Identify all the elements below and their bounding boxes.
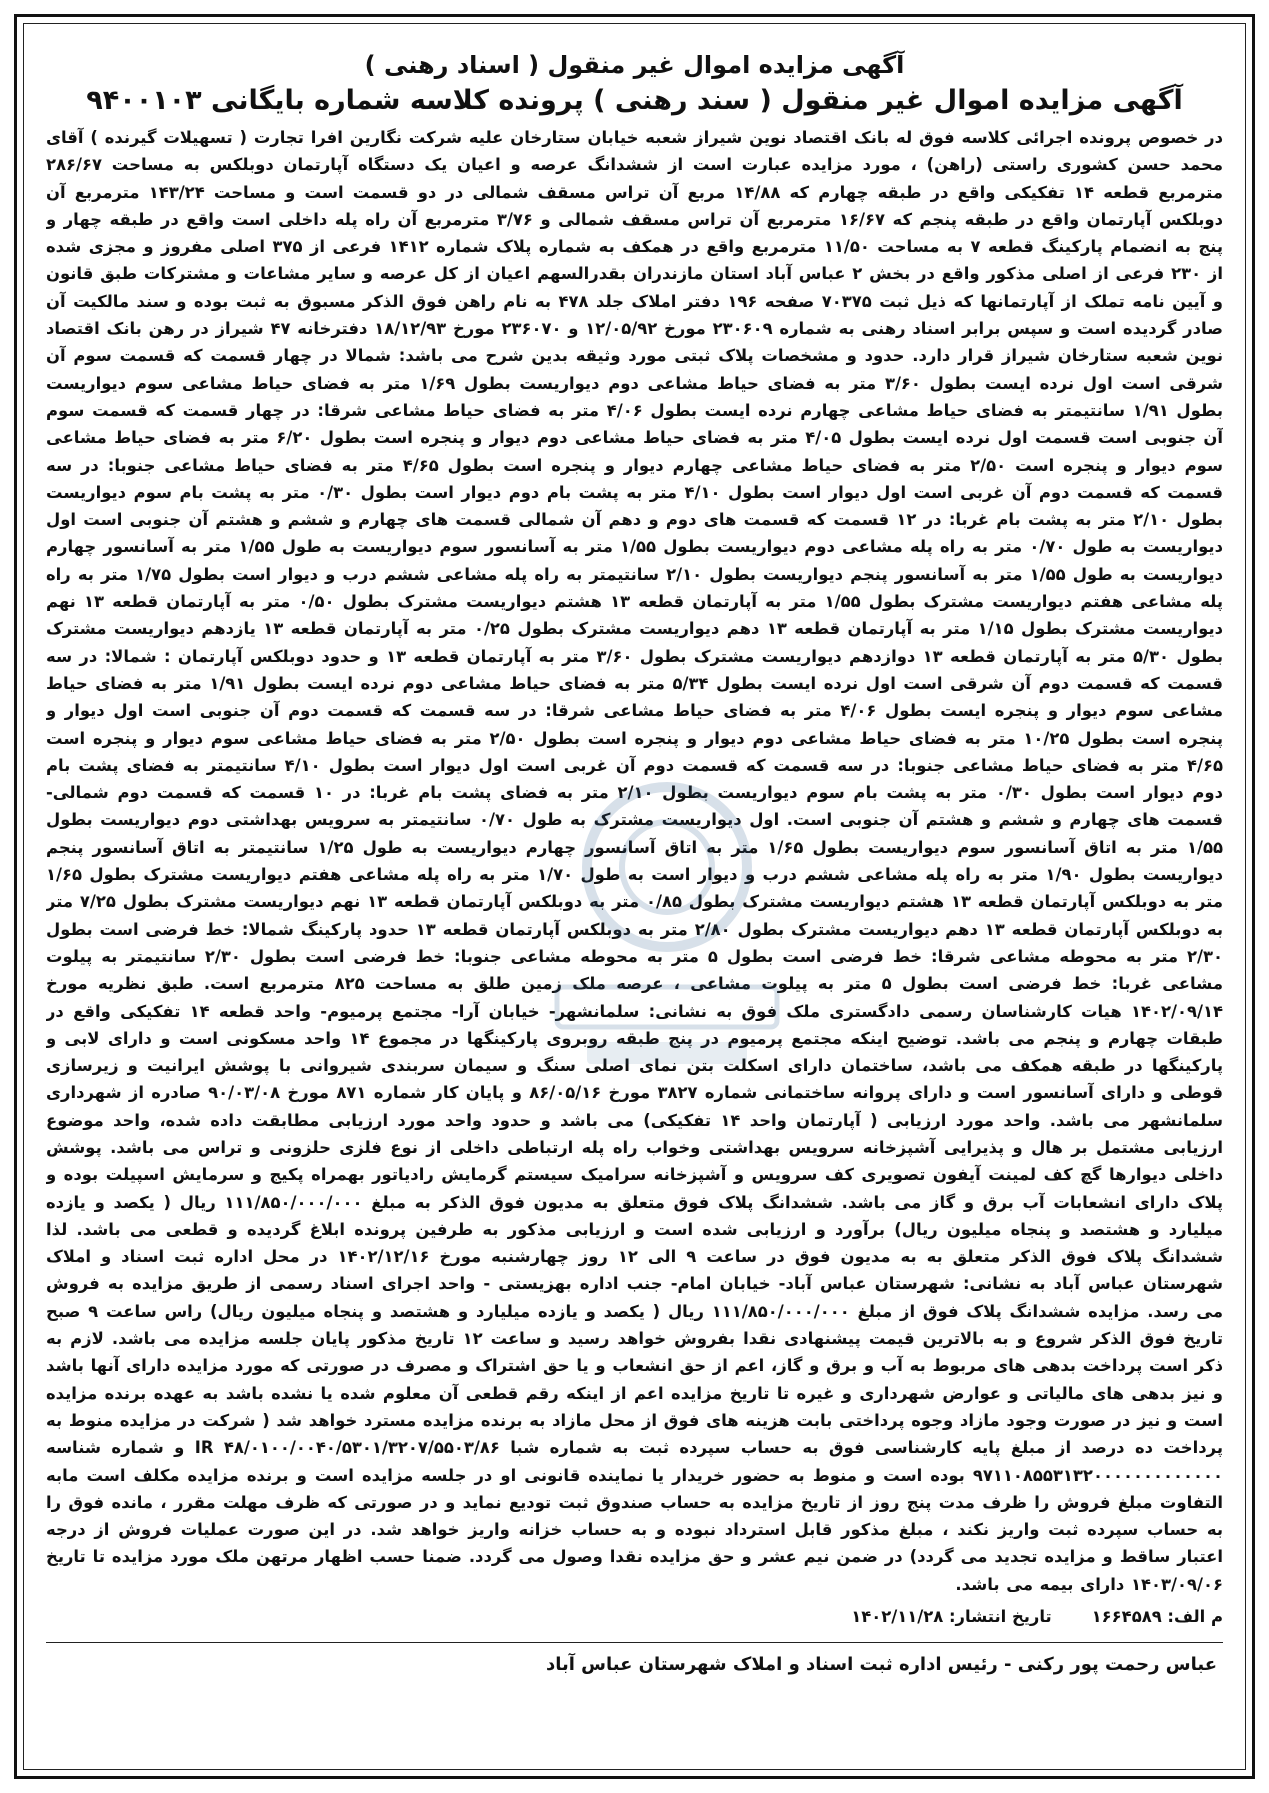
notice-body: در خصوص پرونده اجرائی کلاسه فوق له بانک اقتصاد نوین شیراز شعبه خیابان ستارخان علیه شرکت نگارین افرا تجارت ( تسهیلات گیرنده ) آقای محمد حسن کشوری راستی (راهن) ، مورد مزایده عبارت است از ششدانگ عرصه و اعیان یک دستگاه آپارتمان دوبلکس به مساحت ۲۸۶/۶۷ مترمربع قطعه ۱۴ تفکیکی واقع در طبقه چهارم که ۱۴/۸۸ مربع آن تراس مسقف شمالی در دو قسمت است و مساحت ۱۴۳/۲۴ مترمربع آن دوبلکس آپارتمان واقع در طبقه پنجم که ۱۶/۶۷ مترمربع آن تراس مسقف شمالی و ۳/۷۶ مترمربع آن راه پله داخلی است واقع در طبقه چهار و پنج به انضمام پارکینگ قطعه ۷ به مساحت ۱۱/۵۰ مترمربع واقع در همکف به شماره پلاک شماره ۱۴۱۲ فرعی از ۳۷۵ اصلی مفروز و مجزی شده از ۲۳۰ فرعی از اصلی مذکور واقع در بخش ۲ عباس آباد استان مازندران بقدرالسهم اعیان از کل عرصه و سایر مشاعات و مشترکات طبق قانون و آیین نامه تملک از آپارتمانها که ذیل ثبت ۷۰۳۷۵ صفحه ۱۹۶ دفتر املاک جلد ۴۷۸ به نام راهن فوق الذکر مسبوق به ثبت بوده و سند مالکیت آن صادر گردیده است و سپس برابر اسناد رهنی به شماره ۲۳۰۶۰۹ مورخ ۱۲/۰۵/۹۲ و ۲۳۶۰۷۰ مورخ ۱۸/۱۲/۹۳ دفترخانه ۴۷ شیراز در رهن بانک اقتصاد نوین شعبه ستارخان شیراز قرار دارد. حدود و مشخصات پلاک ثبتی مورد وثیقه بدین شرح می باشد: شمالا در چهار قسمت که قسمت سوم آن شرقی است اول نرده ایست بطول ۳/۶۰ متر به فضای حیاط مشاعی دوم دیواریست بطول ۱/۶۹ متر به فضای حیاط مشاعی سوم دیواریست بطول ۱/۹۱ سانتیمتر به فضای حیاط مشاعی چهارم نرده ایست بطول ۴/۰۶ متر به فضای حیاط مشاعی شرقا: در چهار قسمت که قسمت سوم آن جنوبی است قسمت اول نرده ایست بطول ۴/۰۵ متر به فضای حیاط مشاعی دوم دیوار و پنجره است بطول ۶/۲۰ متر به فضای حیاط مشاعی سوم دیوار و پنجره است ۲/۵۰ متر به فضای حیاط مشاعی چهارم دیوار و پنجره است بطول ۴/۶۵ متر به فضای حیاط مشاعی جنوبا: در سه قسمت که قسمت دوم آن غربی است اول دیوار است بطول ۴/۱۰ متر به پشت بام دوم دیوار است بطول ۰/۳۰ متر به پشت بام سوم دیواریست بطول ۲/۱۰ متر به پشت بام غربا: در ۱۲ قسمت که قسمت های دوم و دهم آن شمالی قسمت های چهارم و ششم و هشتم آن جنوبی است اول دیواریست به طول ۰/۷۰ متر به راه پله مشاعی دوم دیواریست بطول ۱/۵۵ متر به آسانسور سوم دیواریست به طول ۱/۵۵ متر به آسانسور چهارم دیواریست به طول ۱/۵۵ متر به آسانسور پنجم دیواریست بطول ۲/۱۰ سانتیمتر به راه پله مشاعی ششم درب و دیوار است بطول ۱/۷۵ متر به راه پله مشاعی هفتم دیواریست مشترک بطول ۱/۵۵ متر به آپارتمان قطعه ۱۳ هشتم دیواریست مشترک بطول ۰/۵۰ متر به آپارتمان قطعه ۱۳ نهم دیواریست مشترک بطول ۱/۱۵ متر به آپارتمان قطعه ۱۳ دهم دیواریست مشترک بطول ۰/۲۵ متر به آپارتمان قطعه ۱۳ یازدهم دیواریست مشترک بطول ۵/۳۰ متر به آپارتمان قطعه ۱۳ دوازدهم دیواریست مشترک بطول ۳/۶۰ متر به آپارتمان قطعه ۱۳ و حدود دوبلکس آپارتمان : شمالا: در سه قسمت که قسمت دوم آن شرقی است اول نرده ایست بطول ۵/۳۴ متر به فضای حیاط مشاعی دوم نرده ایست بطول ۱/۹۱ متر به فضای حیاط مشاعی سوم دیوار و پنجره ایست بطول ۴/۰۶ متر به فضای حیاط مشاعی شرقا: در سه قسمت که قسمت دوم آن جنوبی است اول دیوار و پنجره است بطول ۱۰/۲۵ متر به فضای حیاط مشاعی دوم دیوار و پنجره است بطول ۲/۵۰ متر به فضای حیاط مشاعی سوم دیوار و پنجره است ۴/۶۵ متر به فضای حیاط مشاعی جنوبا: در سه قسمت که قسمت دوم آن غربی است اول دیوار است بطول ۴/۱۰ سانتیمتر به فضای پشت بام دوم دیوار است بطول ۰/۳۰ متر به پشت بام سوم دیواریست بطول ۲/۱۰ متر به فضای پشت بام غربا: در ۱۰ قسمت که قسمت دوم شمالی- قسمت های چهارم و ششم و هشتم آن جنوبی است. اول دیواریست مشترک به طول ۰/۷۰ سانتیمتر به سرویس بهداشتی دوم دیواریست بطول ۱/۵۵ متر به اتاق آسانسور سوم دیواریست بطول ۱/۶۵ متر به اتاق آسانسور چهارم دیواریست به طول ۱/۲۵ سانتیمتر به اتاق آسانسور پنجم دیواریست بطول ۱/۹۰ متر به راه پله مشاعی ششم درب و دیوار است به طول ۱/۷۰ متر به راه پله مشاعی هفتم دیواریست مشترک بطول ۱/۶۵ متر به دوبلکس آپارتمان قطعه ۱۳ هشتم دیواریست مشترک بطول ۰/۸۵ متر به دوبلکس آپارتمان قطعه ۱۳ نهم دیواریست مشترک بطول ۷/۲۵ متر به دوبلکس آپارتمان قطعه ۱۳ دهم دیواریست مشترک بطول ۲/۸۰ متر به دوبلکس آپارتمان قطعه ۱۳ حدود پارکینگ شمالا: خط فرضی است بطول ۲/۳۰ متر به محوطه مشاعی شرقا: خط فرضی است بطول ۵ متر به محوطه مشاعی جنوبا: خط فرضی است بطول ۲/۳۰ سانتیمتر به پیلوت مشاعی غربا: خط فرضی است بطول ۵ متر به پیلوت مشاعی ، عرصه ملک زمین طلق به مساحت ۸۲۵ مترمربع است. طبق نظریه مورخ ۱۴۰۲/۰۹/۱۴ هیات کارشناسان رسمی دادگستری ملک فوق به نشانی: سلمانشهر- خیابان آرا- مجتمع پرمیوم- واحد قطعه ۱۴ تفکیکی واقع در طبقات چهارم و پنجم می باشد. توضیح اینکه مجتمع پرمیوم در پنج طبقه روبروی پارکینگها در مجموع ۱۴ واحد مسکونی است و دارای لابی و پارکینگها در طبقه همکف می باشد، ساختمان دارای اسکلت بتن نمای اصلی سنگ و سیمان سربندی شیروانی با پوشش ایرانیت و زیرسازی قوطی و دارای آسانسور است و دارای پروانه ساختمانی شماره ۳۸۲۷ مورخ ۸۶/۰۵/۱۶ و پایان کار شماره ۸۷۱ مورخ ۹۰/۰۳/۰۸ صادره از شهرداری سلمانشهر می باشد. واحد مورد ارزیابی ( آپارتمان واحد ۱۴ تفکیکی) می باشد و حدود واحد مورد ارزیابی مطابقت داده شده، واحد موضوع ارزیابی مشتمل بر هال و پذیرایی آشپزخانه سرویس بهداشتی وخواب راه پله ارتباطی داخلی از نوع فلزی حلزونی و تراس می باشد. پوشش داخلی دیوارها گچ کف لمینت آیفون تصویری کف سرویس و آشپزخانه سرامیک سیستم گرمایش رادیاتور بهمراه پکیج و سرمایش اسپیلت بوده و پلاک دارای انشعابات آب برق و گاز می باشد. ششدانگ پلاک فوق متعلق به مدیون فوق الذکر به مبلغ ۱۱۱/۸۵۰/۰۰۰/۰۰۰ ریال ( یکصد و یازده میلیارد و هشتصد و پنجاه میلیون ریال) برآورد و ارزیابی شده است و ارزیابی مذکور به طرفین پرونده ابلاغ گردیده و قطعی می باشد. لذا ششدانگ پلاک فوق الذکر متعلق به به مدیون فوق در ساعت ۹ الی ۱۲ روز چهارشنبه مورخ ۱۴۰۲/۱۲/۱۶ در محل اداره ثبت اسناد و املاک شهرستان عباس آباد به نشانی: شهرستان عباس آباد- خیابان امام- جنب اداره بهزیستی - واحد اجرای اسناد رسمی از طریق مزایده به فروش می رسد. مزایده ششدانگ پلاک فوق از مبلغ ۱۱۱/۸۵۰/۰۰۰/۰۰۰ ریال ( یکصد و یازده میلیارد و هشتصد و پنجاه میلیون ریال) راس ساعت ۹ صبح تاریخ فوق الذکر شروع و به بالاترین قیمت پیشنهادی نقدا بفروش خواهد رسید و ساعت ۱۲ تاریخ مذکور پایان جلسه مزایده می باشد. لازم به ذکر است پرداخت بدهی های مربوط به آب و برق و گاز، اعم از حق انشعاب و یا حق اشتراک و مصرف در صورتی که مورد مزایده دارای آنها باشد و نیز بدهی های مالیاتی و عوارض شهرداری و غیره تا تاریخ مزایده اعم از اینکه رقم قطعی آن معلوم شده یا نشده باشد به عهده برنده مزایده است و نیز در صورت وجود مازاد وجوه پرداختی بابت هزینه های فوق از محل مازاد به برنده مزایده مسترد خواهد شد ( شرکت در مزایده منوط به پرداخت ده درصد از مبلغ پایه کارشناسی فوق به حساب سپرده ثبت به شماره شبا IR ۴۸/۰۱۰۰/۰۰۴۰/۵۳۰۱/۳۲۰۷/۵۵۰۳/۸۶ و شماره شناسه ۹۷۱۱۰۸۵۵۳۱۳۲۰۰۰۰۰۰۰۰۰۰۰۰۰ بوده است و منوط به حضور خریدار یا نماینده قانونی او در جلسه مزایده است و برنده مزایده مکلف است مابه التفاوت مبلغ فروش را ظرف مدت پنج روز از تاریخ مزایده به حساب صندوق ثبت تودیع نماید و در صورتی که ظرف مهلت مقرر ، مانده فوق را به حساب سپرده ثبت واریز نکند ، مبلغ مذکور قابل استرداد نبوده و به حساب خزانه واریز خواهد شد. در این صورت عملیات فروش از درجه اعتبار ساقط و مزایده تجدید می گردد) در ضمن نیم عشر و حق مزایده نقدا وصول می گردد. ضمنا حسب اظهار مرتهن ملک مورد مزایده تا تاریخ ۱۴۰۳/۰۹/۰۶ دارای بیمه می باشد. [46, 128, 1223, 1594]
notice-frame [14, 14, 1255, 1779]
publish-date-value: ۱۴۰۲/۱۱/۲۸ [851, 1607, 944, 1627]
signature-line: عباس رحمت پور رکنی - رئیس اداره ثبت اسناد و املاک شهرستان عباس آباد [545, 1654, 1217, 1676]
notice-title: آگهی مزایده اموال غیر منقول ( اسناد رهنی ) [364, 51, 905, 79]
reference-number: ۱۶۶۴۵۸۹ [1091, 1607, 1162, 1627]
notice-subtitle: آگهی مزایده اموال غیر منقول ( سند رهنی ) پرونده کلاسه شماره بایگانی ۹۴۰۰۱۰۳ [86, 85, 1183, 116]
notice-inner-frame [23, 23, 1246, 1770]
reference-block [1092, 1602, 1223, 1632]
publish-date-label: تاریخ انتشار: [948, 1607, 1052, 1627]
signature-divider [46, 1642, 1223, 1643]
publish-date-block [851, 1602, 1051, 1632]
reference-label: م الف: [1167, 1607, 1223, 1627]
publication-meta [46, 1602, 1223, 1632]
